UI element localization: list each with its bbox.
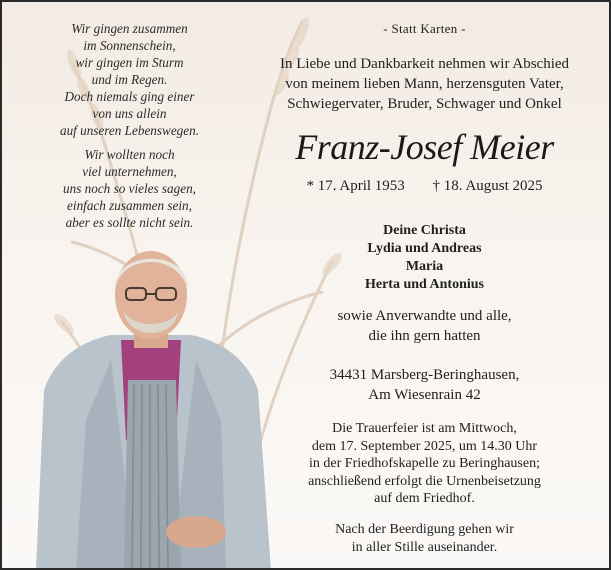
- closing-line: Nach der Beerdigung gehen wir: [335, 522, 514, 537]
- poem-line: Wir gingen zusammen: [71, 21, 188, 36]
- poem-line: viel unternehmen,: [82, 164, 177, 179]
- poem-line: im Sonnenschein,: [83, 38, 176, 53]
- service-line: Die Trauerfeier ist am Mittwoch,: [332, 421, 517, 436]
- address-block: [257, 365, 592, 405]
- service-line: auf dem Friedhof.: [374, 491, 475, 506]
- poem-line: auf unseren Lebenswegen.: [59, 123, 200, 138]
- poem-line: und im Regen.: [91, 72, 168, 87]
- address-line: Am Wiesenrain 42: [368, 387, 481, 403]
- funeral-service-info: [257, 420, 592, 508]
- relatives-line: die ihn gern hatten: [368, 328, 481, 344]
- poem-line: wir gingen im Sturm: [75, 55, 184, 70]
- statt-karten-label: - Statt Karten -: [383, 21, 466, 36]
- death-date: † 18. August 2025: [432, 178, 543, 194]
- intro-text: [257, 54, 592, 114]
- poem-line: uns noch so vieles sagen,: [63, 181, 196, 196]
- portrait-photo: [16, 240, 286, 570]
- family-member: Deine Christa: [383, 223, 466, 238]
- intro-line: Schwiegervater, Bruder, Schwager und Onkel: [287, 96, 562, 112]
- relatives-text: [257, 306, 592, 346]
- service-line: dem 17. September 2025, um 14.30 Uhr: [311, 438, 538, 454]
- memorial-poem: [22, 20, 237, 238]
- service-line: anschließend erfolgt die Urnenbeisetzung: [308, 473, 541, 489]
- family-member: Herta und Antonius: [364, 277, 485, 292]
- poem-line: Doch niemals ging einer: [64, 89, 195, 104]
- intro-line: In Liebe und Dankbarkeit nehmen wir Abschied: [279, 56, 570, 72]
- family-member: Maria: [405, 259, 444, 274]
- address-line: 34431 Marsberg-Beringhausen,: [329, 367, 520, 383]
- closing-line: in aller Stille auseinander.: [351, 539, 498, 555]
- deceased-name: Franz-Josef Meier: [295, 127, 554, 167]
- service-line: in der Friedhofskapelle zu Beringhausen;: [309, 456, 540, 471]
- birth-date: * 17. April 1953: [306, 178, 405, 194]
- poem-line: aber es sollte nicht sein.: [65, 215, 194, 230]
- relatives-line: sowie Anverwandte und alle,: [337, 308, 512, 324]
- poem-line: Wir wollten noch: [84, 147, 175, 162]
- poem-line: von uns allein: [92, 106, 167, 121]
- closing-text: [257, 521, 592, 556]
- family-names: [257, 222, 592, 294]
- family-member: Lydia und Andreas: [367, 241, 482, 256]
- poem-stanza-2: [22, 146, 237, 231]
- poem-stanza-1: [22, 20, 237, 139]
- poem-line: einfach zusammen sein,: [67, 198, 192, 213]
- intro-line: von meinem lieben Mann, herzensguten Vater,: [285, 76, 564, 92]
- life-dates: [257, 178, 592, 195]
